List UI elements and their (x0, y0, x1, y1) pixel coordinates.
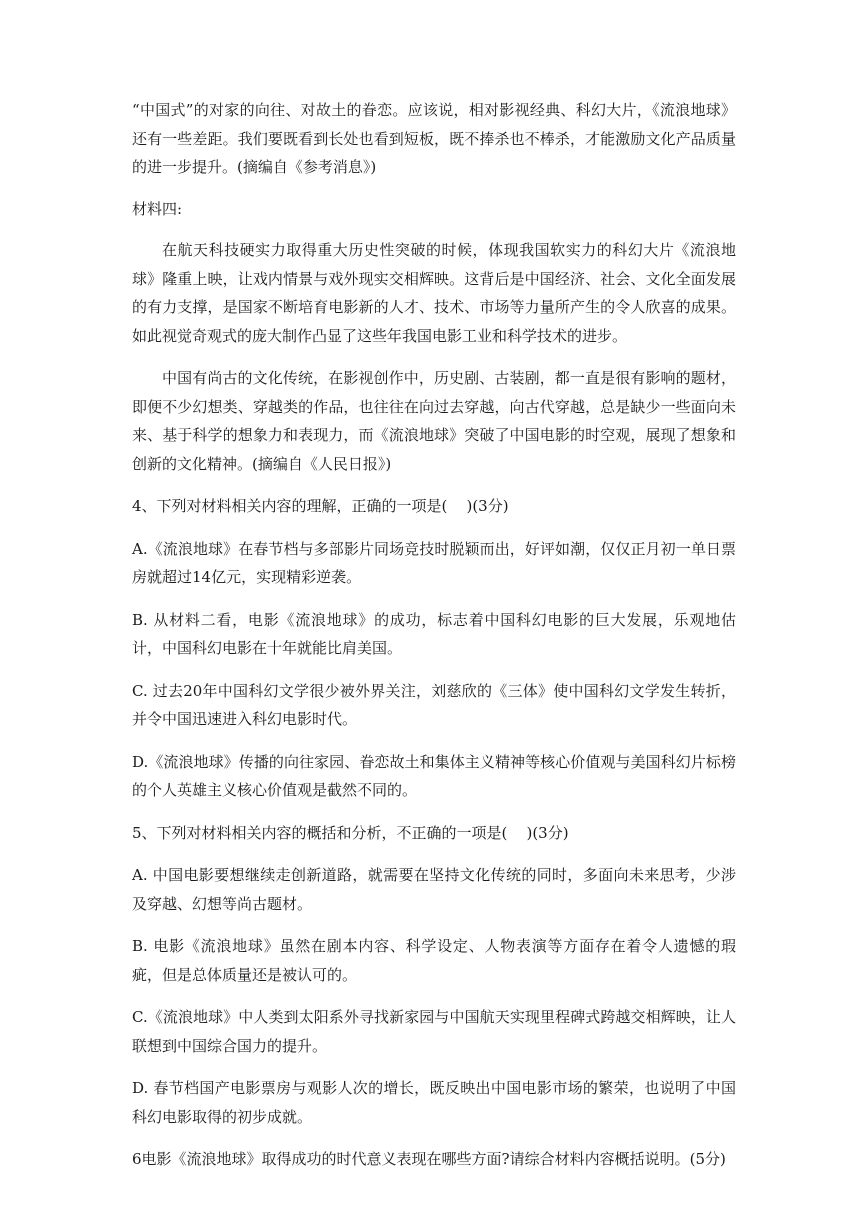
question-4-stem: 4、下列对材料相关内容的理解，正确的一项是( )(3分) (132, 497, 509, 515)
question-4-option-b: B. 从材料二看，电影《流浪地球》的成功，标志着中国科幻电影的巨大发展，乐观地估计，中国科幻电影在十年就能比肩美国。 (132, 610, 736, 657)
material-four-paragraph-2: 中国有尚古的文化传统，在影视创作中，历史剧、古装剧，都一直是很有影响的题材，即便不少幻想类、穿越类的作品，也往往在向过去穿越，向古代穿越，总是缺少一些面向未来、基于科学的想象力和表现力，而《流浪地球》突破了中国电影的时空观，展现了想象和创新的文化精神。(摘编自《人民日报》) (132, 369, 736, 473)
question-5-stem: 5、下列对材料相关内容的概括和分析，不正确的一项是( )(3分) (132, 823, 569, 842)
question-4-option-c: C. 过去20年中国科幻文学很少被外界关注，刘慈欣的《三体》使中国科幻文学发生转折，并令中国迅速进入科幻电影时代。 (132, 681, 736, 728)
material-four-heading: 材料四: (132, 199, 183, 218)
question-5-option-b: B. 电影《流浪地球》虽然在剧本内容、科学设定、人物表演等方面存在着令人遗憾的瑕疵，但是总体质量还是被认可的。 (132, 937, 736, 984)
question-5-option-c: C.《流浪地球》中人类到太阳系外寻找新家园与中国航天实现里程碑式跨越交相辉映，让人联想到中国综合国力的提升。 (132, 1008, 736, 1055)
question-6-stem: 6电影《流浪地球》取得成功的时代意义表现在哪些方面?请综合材料内容概括说明。(5分) (132, 1150, 726, 1168)
question-4-option-d: D.《流浪地球》传播的向往家园、眷恋故土和集体主义精神等核心价值观与美国科幻片标榜的个人英雄主义核心价值观是截然不同的。 (132, 752, 736, 799)
document-page (132, 96, 736, 1174)
question-5-option-d: D. 春节档国产电影票房与观影人次的增长，既反映出中国电影市场的繁荣，也说明了中国科幻电影取得的初步成就。 (132, 1079, 736, 1126)
question-5-option-a: A. 中国电影要想继续走创新道路，就需要在坚持文化传统的同时，多面向未来思考，少涉及穿越、幻想等尚古题材。 (132, 866, 736, 913)
question-4-option-a: A.《流浪地球》在春节档与多部影片同场竞技时脱颖而出，好评如潮，仅仅正月初一单日票房就超过14亿元，实现精彩逆袭。 (132, 539, 736, 586)
material-three-tail: “中国式”的对家的向往、对故土的眷恋。应该说，相对影视经典、科幻大片，《流浪地球》还有一些差距。我们要既看到长处也看到短板，既不捧杀也不棒杀，才能激励文化产品质量的进一步提升。(摘编自《参考消息》) (132, 101, 736, 176)
material-four-paragraph-1: 在航天科技硬实力取得重大历史性突破的时候，体现我国软实力的科幻大片《流浪地球》隆重上映，让戏内情景与戏外现实交相辉映。这背后是中国经济、社会、文化全面发展的有力支撑，是国家不断培育电影新的人才、技术、市场等力量所产生的令人欣喜的成果。如此视觉奇观式的庞大制作凸显了这些年我国电影工业和科学技术的进步。 (132, 241, 736, 345)
